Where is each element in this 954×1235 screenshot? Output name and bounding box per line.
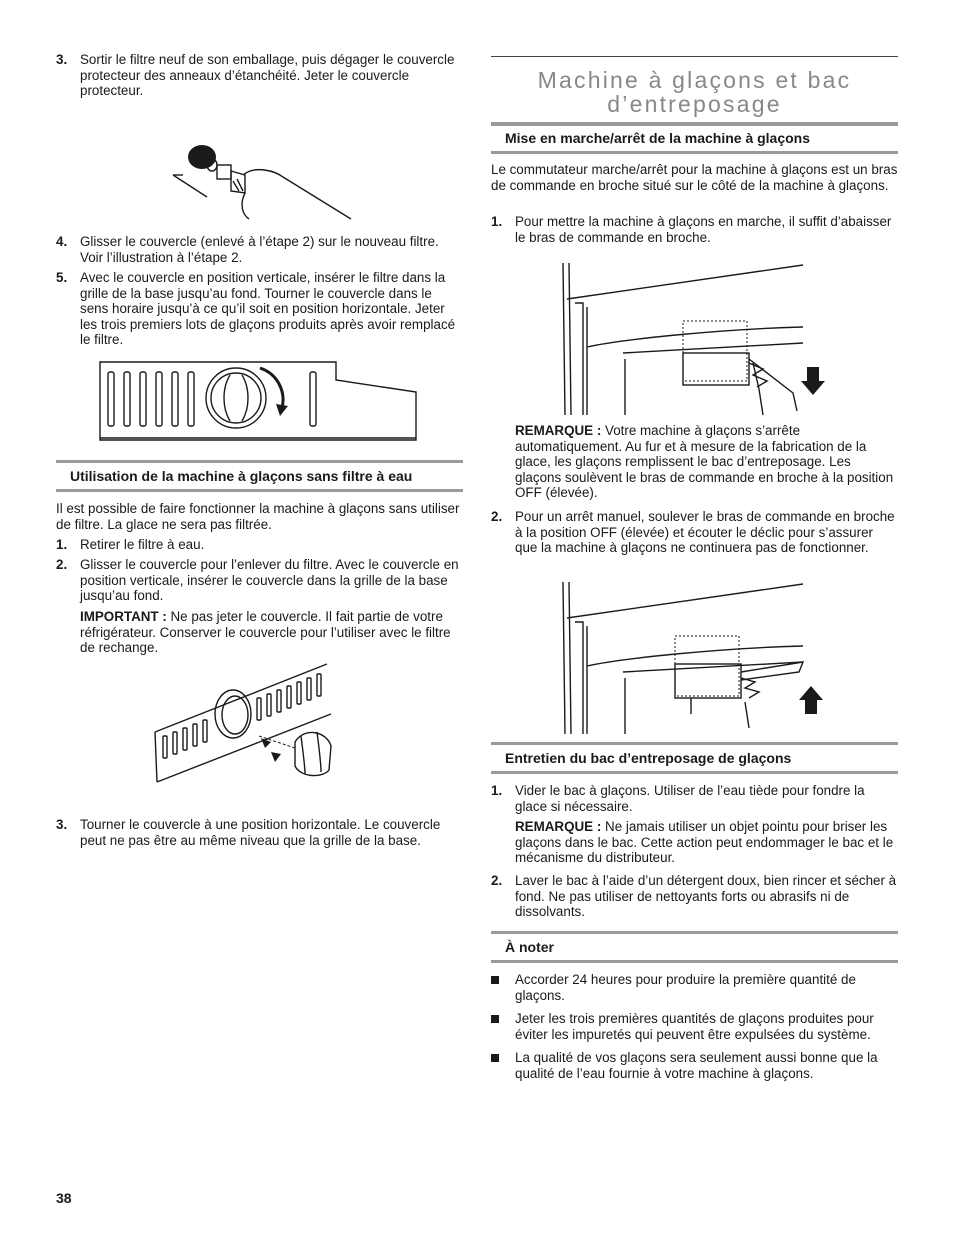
square-bullet-icon	[491, 1015, 499, 1023]
section-title: Utilisation de la machine à glaçons sans filtre à eau	[70, 468, 413, 484]
page-title-text: Machine à glaçons et bac d’entreposage	[537, 67, 852, 117]
filter-cap-illustration	[165, 135, 355, 225]
section-header-on-off	[491, 122, 898, 154]
step-1-on	[491, 214, 898, 245]
step-number: 5.	[56, 270, 68, 285]
square-bullet-icon	[491, 976, 499, 984]
section-header-bin-care	[491, 742, 898, 774]
remarque-text: Ne jamais utiliser un objet pointu pour briser les glaçons dans le bac. Cette action peut endommager le bac et le mécanisme du distributeur.	[515, 819, 894, 866]
section-header-notes	[491, 931, 898, 963]
step-text: Retirer le filtre à eau.	[80, 537, 205, 552]
page-title	[491, 56, 898, 126]
step-text: Laver le bac à l’aide d’un détergent doux, bien rincer et sécher à fond. Ne pas utiliser de nettoyants forts ou abrasifs ni de dissolvants.	[515, 873, 897, 920]
step-number: 2.	[491, 873, 503, 888]
step-text: Glisser le couvercle pour l’enlever du filtre. Avec le couvercle en position verticale, insérer le couvercle dans la grille de la base jusqu’au fond.	[80, 557, 459, 604]
step-text: Tourner le couvercle à une position horizontale. Le couvercle peut ne pas être au même niveau que la grille de la base.	[80, 817, 441, 848]
important-label: IMPORTANT :	[80, 609, 167, 624]
list-item	[491, 972, 898, 1003]
page-number: 38	[56, 1190, 72, 1206]
step-number: 2.	[491, 509, 503, 524]
step-2-no-filter	[56, 557, 463, 604]
remarque-label: REMARQUE :	[515, 423, 602, 438]
step-number: 3.	[56, 52, 68, 67]
step-3-turn-cap	[56, 817, 463, 848]
step-text: Avec le couvercle en position verticale, insérer le filtre dans la grille de la base jusqu’au fond. Tourner le couvercle dans le sens horaire jusqu’à ce qu’il soit en position horizontale. Jeter les trois premiers lots de glaçons produits après avoir remplacé le filtre.	[80, 270, 456, 348]
step-5	[56, 270, 463, 348]
bullet-text: Accorder 24 heures pour produire la première quantité de glaçons.	[515, 972, 856, 1003]
important-note	[80, 609, 463, 656]
remarque-text: Votre machine à glaçons s’arrête automatiquement. Au fur et à mesure de la fabrication de la glace, les glaçons remplissent le bac d’entreposage. Les glaçons soulèvent le bras de commande en broche à la position OFF (élevée).	[515, 423, 894, 501]
step-2-off	[491, 509, 898, 556]
step-2-wash-bin	[491, 873, 898, 920]
step-text: Pour mettre la machine à glaçons en marche, il suffit d’abaisser le bras de commande en broche.	[515, 214, 892, 245]
grille-cap-illustration	[155, 662, 335, 784]
step-text: Glisser le couvercle (enlevé à l’étape 2) sur le nouveau filtre. Voir l’illustration à l’étape 2.	[80, 234, 439, 265]
base-grille-illustration	[100, 360, 418, 442]
step-number: 1.	[491, 783, 503, 798]
remarque-label: REMARQUE :	[515, 819, 602, 834]
step-1-empty-bin	[491, 783, 898, 814]
important-text: Ne pas jeter le couvercle. Il fait partie de votre réfrigérateur. Conserver le couvercle pour l’utiliser avec le filtre de rechange.	[80, 609, 451, 656]
step-text: Pour un arrêt manuel, soulever le bras de commande en broche à la position OFF (élevée) et écouter le déclic pour s’assurer que la machine à glaçons ne continuera pas de fonctionner.	[515, 509, 895, 556]
step-number: 1.	[491, 214, 503, 229]
section-title: À noter	[505, 939, 554, 955]
section-title: Entretien du bac d’entreposage de glaçons	[505, 750, 792, 766]
remarque-auto-stop	[515, 423, 898, 501]
bullet-text: Jeter les trois premières quantités de glaçons produites pour éviter les impuretés qui peuvent être expulsées du système.	[515, 1011, 874, 1042]
step-text: Sortir le filtre neuf de son emballage, puis dégager le couvercle protecteur des anneaux d’étanchéité. Jeter le couvercle protecteur.	[80, 52, 455, 99]
square-bullet-icon	[491, 1054, 499, 1062]
list-item	[491, 1050, 898, 1081]
section-header-no-filter	[56, 460, 463, 492]
ice-maker-off-illustration	[563, 582, 833, 734]
bullet-text: La qualité de vos glaçons sera seulement aussi bonne que la qualité de l’eau fournie à votre machine à glaçons.	[515, 1050, 878, 1081]
step-number: 3.	[56, 817, 68, 832]
intro-on-off: Le commutateur marche/arrêt pour la machine à glaçons est un bras de commande en broche situé sur le côté de la machine à glaçons.	[491, 162, 898, 193]
intro-no-filter: Il est possible de faire fonctionner la machine à glaçons sans utiliser de filtre. La glace ne sera pas filtrée.	[56, 501, 460, 532]
ice-maker-on-illustration	[563, 263, 833, 415]
step-1-no-filter	[56, 537, 463, 553]
step-number: 1.	[56, 537, 68, 552]
step-text: Vider le bac à glaçons. Utiliser de l’eau tiède pour fondre la glace si nécessaire.	[515, 783, 865, 814]
step-number: 4.	[56, 234, 68, 249]
step-4	[56, 234, 463, 265]
remarque-sharp-object	[515, 819, 898, 866]
step-number: 2.	[56, 557, 68, 572]
section-title: Mise en marche/arrêt de la machine à glaçons	[505, 130, 811, 146]
step-3-remove-cap	[56, 52, 463, 99]
list-item	[491, 1011, 898, 1042]
